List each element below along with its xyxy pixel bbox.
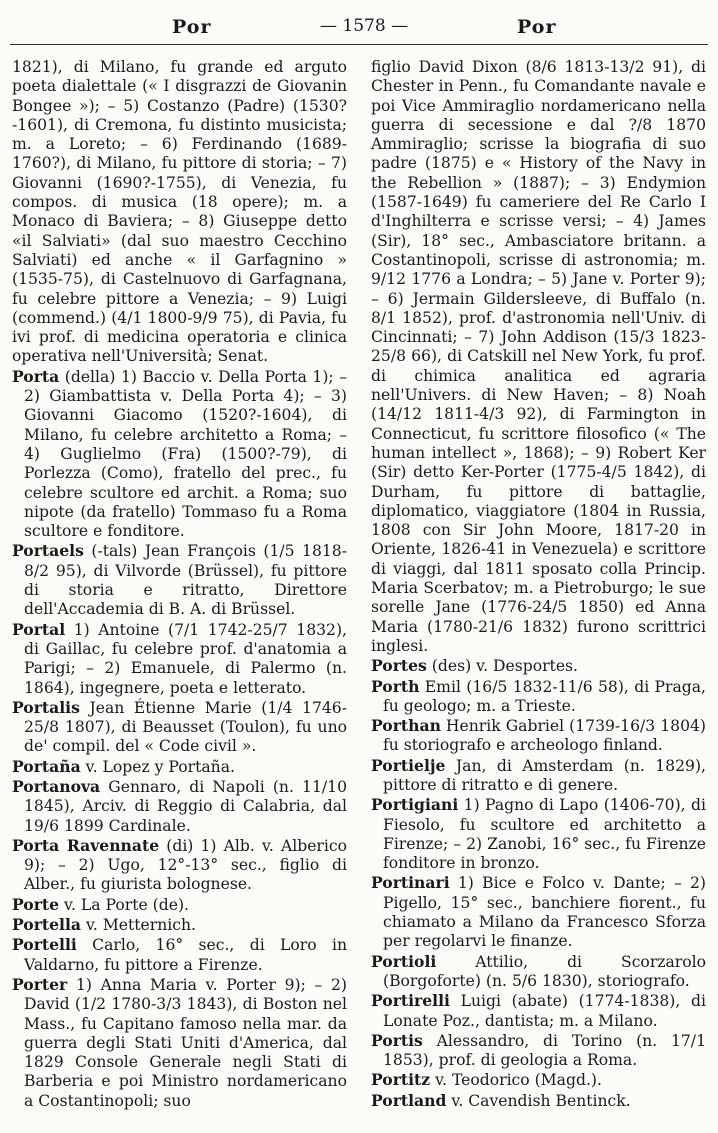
- dictionary-entry: [12, 367, 347, 542]
- entry-text: Emil (16/5 1832-11/6 58), di Praga, fu geologo; m. a Trieste.: [383, 677, 706, 715]
- dictionary-entry: [371, 677, 706, 717]
- entry-headword: Porthan: [371, 716, 441, 736]
- entry-headword: Portelli: [12, 935, 77, 955]
- entry-text: (di) 1) Alb. v. Alberico 9); – 2) Ugo, 12°-13° sec., figlio di Alber., fu giurista bolognese.: [24, 836, 347, 894]
- entry-text: 1) Bice e Folco v. Dante; – 2) Pigello, 15° sec., banchiere fiorent., fu chiamato a Milano da Francesco Sforza per regolarvi le finanze.: [383, 874, 706, 951]
- entry-text: 1) Antoine (7/1 1742-25/7 1832), di Gaillac, fu celebre prof. d'anatomia a Parigi; – 2) Emanuele, di Palermo (n. 1864), ingegnere, poeta e letterato.: [24, 620, 347, 697]
- entry-text: 1) Anna Maria v. Porter 9); – 2) David (1/2 1780-3/3 1843), di Boston nel Mass., fu Capitano famoso nella mar. da guerra degli Stati Uniti d'America, dal 1829 Console Generale negli Stati di Barberia e poi Ministro nordamericano a Costantinopoli; suo: [24, 975, 347, 1110]
- dictionary-entry: [371, 952, 706, 992]
- dictionary-entry: [12, 58, 347, 367]
- entry-text: v. Metternich.: [81, 916, 197, 935]
- entry-text: Luigi (abate) (1774-1838), di Lonate Poz., dantista; m. a Milano.: [383, 992, 706, 1030]
- entry-text: (della) 1) Baccio v. Della Porta 1); – 2) Giambattista v. Della Porta 4); – 3) Giovanni Giacomo (1520?-1604), di Milano, fu celebre architetto a Roma; – 4) Guglielmo (Fra) (1500?-79), di Porlezza (Como), fratello del prec., fu celebre scultore ed archit. a Roma; suo nipote (da fratello) Tommaso fu a Roma scultore e fonditore.: [24, 367, 347, 541]
- header-rule: [10, 44, 708, 45]
- entry-headword: Portigiani: [371, 795, 459, 815]
- entry-text: (-tals) Jean François (1/5 1818-8/2 95), di Vilvorde (Brüssel), fu pittore di storia e ritratto, Direttore dell'Accademia di B. A. di Brüssel.: [24, 542, 347, 619]
- entry-headword: Portitz: [371, 1070, 431, 1090]
- entry-headword: Portanova: [12, 776, 101, 796]
- dictionary-entry: [371, 873, 706, 951]
- dictionary-entry: [371, 991, 706, 1031]
- dictionary-entry: [12, 935, 347, 975]
- entry-text: v. La Porte (de).: [59, 895, 189, 914]
- left-column: [12, 58, 347, 1111]
- entry-text: v. Teodorico (Magd.).: [430, 1071, 602, 1090]
- entry-text: Alessandro, di Torino (n. 17/1 1853), prof. di geologia a Roma.: [383, 1031, 706, 1070]
- dictionary-entry: [371, 58, 706, 656]
- dictionary-entry: [371, 756, 706, 796]
- entry-headword: Portella: [12, 915, 81, 935]
- dictionary-entry: [371, 716, 706, 756]
- dictionary-entry: [12, 975, 347, 1111]
- entry-text: Henrik Gabriel (1739-16/3 1804) fu storiografo e archeologo finland.: [383, 717, 706, 755]
- entry-headword: Porth: [371, 676, 420, 696]
- page-number: — 1578 —: [320, 16, 409, 36]
- entry-headword: Portirelli: [371, 991, 450, 1011]
- entry-text: figlio David Dixon (8/6 1813-13/2 91), di Chester in Penn., fu Comandante navale e poi Vice Ammiraglio nordamericano nella guerra di secessione e dal ?/8 1870 Ammiraglio; scrisse la biografia di suo padre (1875) e « History of the Navy in the Rebellion » (1887); – 3) Endymion (1587-1649) fu cameriere del Re Carlo I d'Inghilterra e scrisse versi; – 4) James (Sir), 18° sec., Ambasciatore britann. a Costantinopoli, scrisse di astronomia; m. 9/12 1776 a Londra; – 5) Jane v. Porter 9); – 6) Jermain Gildersleeve, di Buffalo (n. 8/1 1852), prof. d'astronomia nell'Univ. di Cincinnati; – 7) John Addison (15/3 1823-25/8 66), di Catskill nel New York, fu prof. di chimica analitica ed agraria nell'Univers. di New Haven; – 8) Noah (14/12 1811-4/3 92), di Farmington in Connecticut, fu scrittore filosofico (« The human intellect », 1868); – 9) Robert Ker (Sir) detto Ker-Porter (1775-4/5 1842), di Durham, fu pittore di battaglie, diplomatico, viaggiatore (1804 in Russia, 1808 con Sir John Moore, 1817-20 in Oriente, 1826-41 in Venezuela) e scrittore di viaggi, dal 1811 sposato colla Princip. Maria Scerbatov; m. a Pietroburgo; le sue sorelle Jane (1776-24/5 1850) ed Anna Maria (1780-21/6 1832) furono scrittrici inglesi.: [371, 58, 706, 655]
- entry-text: Attilio, di Scorzarolo (Borgoforte) (n. 5/6 1830), storiografo.: [383, 952, 706, 990]
- entry-headword: Portaña: [12, 756, 81, 776]
- entry-headword: Porte: [12, 894, 60, 914]
- entry-headword: Porter: [12, 974, 68, 994]
- dictionary-entry: [371, 795, 706, 873]
- dictionary-entry: [371, 1031, 706, 1071]
- entry-text: Jan, di Amsterdam (n. 1829), pittore di ritratto e di genere.: [383, 756, 706, 794]
- dictionary-entry: [12, 836, 347, 895]
- entry-headword: Portalis: [12, 697, 80, 717]
- dictionary-entry: [12, 757, 347, 777]
- entry-headword: Portaels: [12, 541, 84, 561]
- dictionary-entry: [371, 656, 706, 676]
- entry-headword: Portinari: [371, 873, 450, 893]
- dictionary-entry: [12, 698, 347, 757]
- entry-headword: Porta: [12, 366, 60, 386]
- entry-text: 1821), di Milano, fu grande ed arguto poeta dialettale (« I disgrazzi de Giovanin Bongee »); – 5) Costanzo (Padre) (1530?-1601), di Cremona, fu distinto musicista; m. a Loreto; – 6) Ferdinando (1689-1760?), di Milano, fu pittore di storia; – 7) Giovanni (1690?-1755), di Venezia, fu compos. di musica (18 opere); m. a Monaco di Baviera; – 8) Giuseppe detto «il Salviati» (dal suo maestro Cecchino Salviati) ed anche « il Garfagnino » (1535-75), di Castelnuovo di Garfagnana, fu celebre pittore a Venezia; – 9) Luigi (commend.) (4/1 1800-9/9 75), di Pavia, fu ivi prof. di medicina operatoria e clinica operativa nell'Università; Senat.: [12, 58, 347, 366]
- dictionary-entry: [12, 777, 347, 836]
- right-column: [371, 58, 706, 1111]
- entry-headword: Portland: [371, 1090, 447, 1110]
- entry-text: Gennaro, di Napoli (n. 11/10 1845), Arciv. di Reggio di Calabria, dal 19/6 1899 Cardinale.: [24, 777, 347, 835]
- entry-headword: Portielje: [371, 755, 446, 775]
- entry-text: Jean Étienne Marie (1/4 1746-25/8 1807), di Beausset (Toulon), fu uno de' compil. del « Code civil ».: [24, 698, 347, 756]
- entry-headword: Portes: [371, 656, 427, 676]
- dictionary-entry: [371, 1070, 706, 1090]
- dictionary-entry: [12, 620, 347, 698]
- entry-text: v. Cavendish Bentinck.: [446, 1091, 631, 1110]
- entry-text: v. Lopez y Portaña.: [80, 757, 235, 776]
- header-left-word: Por: [172, 16, 212, 38]
- dictionary-entry: [12, 895, 347, 915]
- entry-headword: Portioli: [371, 951, 437, 971]
- page-header: [0, 16, 718, 46]
- entry-text: 1) Pagno di Lapo (1406-70), di Fiesolo, fu scultore ed architetto a Firenze; – 2) Zanobi, 16° sec., fu Firenze fonditore in bronzo.: [383, 796, 706, 873]
- dictionary-entry: [12, 541, 347, 619]
- entry-text: Carlo, 16° sec., di Loro in Valdarno, fu pittore a Firenze.: [24, 936, 347, 974]
- entry-headword: Porta Ravennate: [12, 835, 160, 855]
- entry-headword: Portis: [371, 1030, 423, 1050]
- dictionary-entry: [12, 915, 347, 935]
- entry-headword: Portal: [12, 619, 66, 639]
- header-right-word: Por: [517, 16, 557, 38]
- dictionary-entry: [371, 1091, 706, 1111]
- entry-text: (des) v. Desportes.: [426, 657, 579, 676]
